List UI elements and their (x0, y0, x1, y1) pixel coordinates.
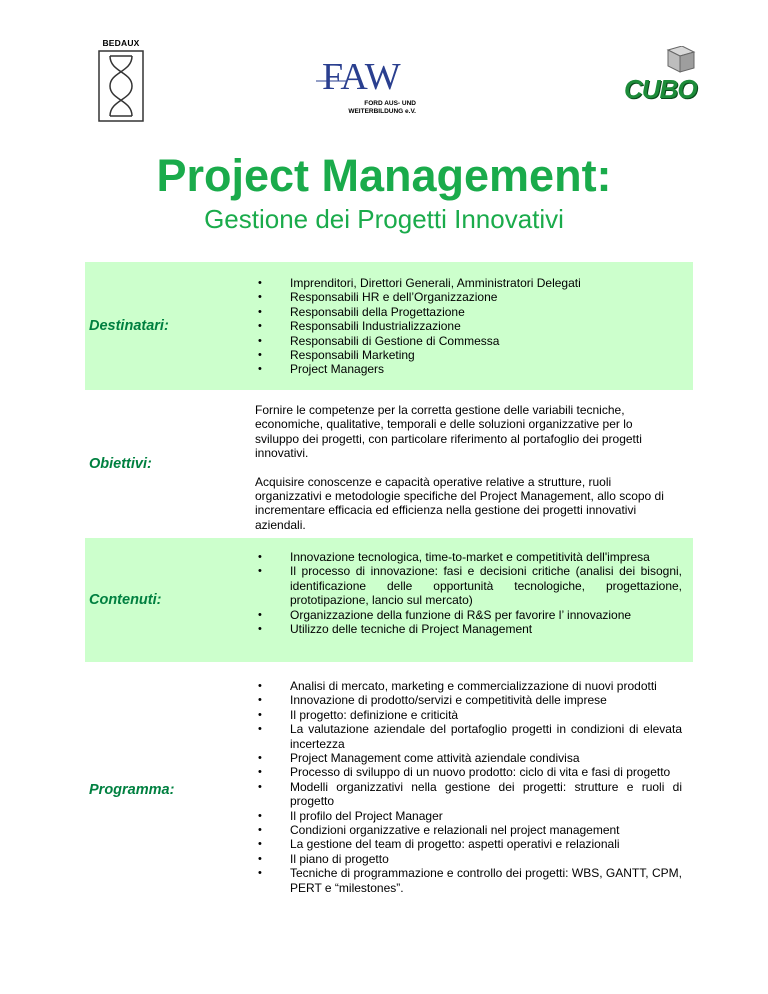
destinatari-content (255, 276, 682, 377)
list-item: • Responsabili HR e dell’Organizzazione (255, 290, 682, 304)
list-item: • Responsabili Marketing (255, 348, 682, 362)
faw-line-2: WEITERBILDUNG e.V. (348, 107, 416, 115)
list-item: • Il piano di progetto (255, 852, 682, 866)
faw-logo (316, 55, 416, 115)
destinatari-list (255, 276, 682, 377)
faw-line-1: FORD AUS- UND (364, 100, 416, 107)
list-item: • La gestione del team di progetto: aspetti operativi e relazionali (255, 837, 682, 851)
list-item: • Responsabili di Gestione di Commessa (255, 334, 682, 348)
obiettivi-label: Obiettivi: (89, 456, 152, 472)
list-item: • Innovazione di prodotto/servizi e competitività delle imprese (255, 693, 682, 707)
cubo-logo (622, 46, 698, 108)
contenuti-content (255, 550, 682, 636)
faw-monogram: FAW (322, 56, 401, 95)
list-item: • Analisi di mercato, marketing e commercializzazione di nuovi prodotti (255, 679, 682, 693)
bedaux-logo (98, 38, 144, 122)
list-item: • Il processo di innovazione: fasi e decisioni critiche (analisi dei bisogni, identificazione delle opportunità tecnologiche, progettazione, prototipazione, lancio sul mercato) (255, 564, 682, 607)
list-item: • Organizzazione della funzione di R&S per favorire l’ innovazione (255, 608, 682, 622)
list-item: • Tecniche di programmazione e controllo dei progetti: WBS, GANTT, CPM, PERT e “milestones”. (255, 866, 682, 895)
page-title: Project Management: (156, 150, 612, 201)
list-item: • Il progetto: definizione e criticità (255, 708, 682, 722)
list-item: • La valutazione aziendale del portafoglio progetti in condizioni di elevata incertezza (255, 722, 682, 751)
contenuti-list (255, 550, 682, 636)
cubo-wordmark: CUBO (624, 74, 697, 104)
contenuti-section (85, 538, 693, 662)
programma-content (255, 679, 682, 895)
obiettivi-paragraph: Fornire le competenze per la corretta gestione delle variabili tecniche, economiche, qualitative, temporali e delle soluzioni organizzative per lo sviluppo dei progetti, con particolare riferimento al portafoglio dei progetti innovativi. (255, 403, 642, 461)
list-item: • Project Management come attività aziendale condivisa (255, 751, 682, 765)
list-item: • Il profilo del Project Manager (255, 809, 682, 823)
page-subtitle: Gestione dei Progetti Innovativi (204, 204, 564, 234)
list-item: • Responsabili Industrializzazione (255, 319, 682, 333)
list-item: • Processo di sviluppo di un nuovo prodotto: ciclo di vita e fasi di progetto (255, 765, 682, 779)
list-item: • Project Managers (255, 362, 682, 376)
programma-section (85, 662, 693, 932)
list-item: • Responsabili della Progettazione (255, 305, 682, 319)
list-item: • Innovazione tecnologica, time-to-market e competitività dell'impresa (255, 550, 682, 564)
destinatari-section (85, 262, 693, 390)
obiettivi-section (85, 390, 693, 538)
programma-label: Programma: (89, 782, 175, 798)
list-item: • Condizioni organizzative e relazionali nel project management (255, 823, 682, 837)
list-item: • Imprenditori, Direttori Generali, Amministratori Delegati (255, 276, 682, 290)
faw-monogram-icon (316, 55, 416, 95)
destinatari-label: Destinatari: (89, 318, 169, 334)
bedaux-wordmark: BEDAUX (102, 38, 140, 48)
list-item: • Modelli organizzativi nella gestione dei progetti: strutture e ruoli di progetto (255, 780, 682, 809)
obiettivi-content (255, 403, 678, 532)
obiettivi-paragraph: Acquisire conoscenze e capacità operative relative a strutture, ruoli organizzativi e metodologie specifiche del Project Management, allo scopo di incrementare efficacia ed efficienza nella gestione dei progetti innovativi aziendali. (255, 474, 664, 532)
programma-list (255, 679, 682, 895)
list-item: • Utilizzo delle tecniche di Project Management (255, 622, 682, 636)
bedaux-hourglass-icon (98, 50, 144, 122)
contenuti-label: Contenuti: (89, 592, 162, 608)
